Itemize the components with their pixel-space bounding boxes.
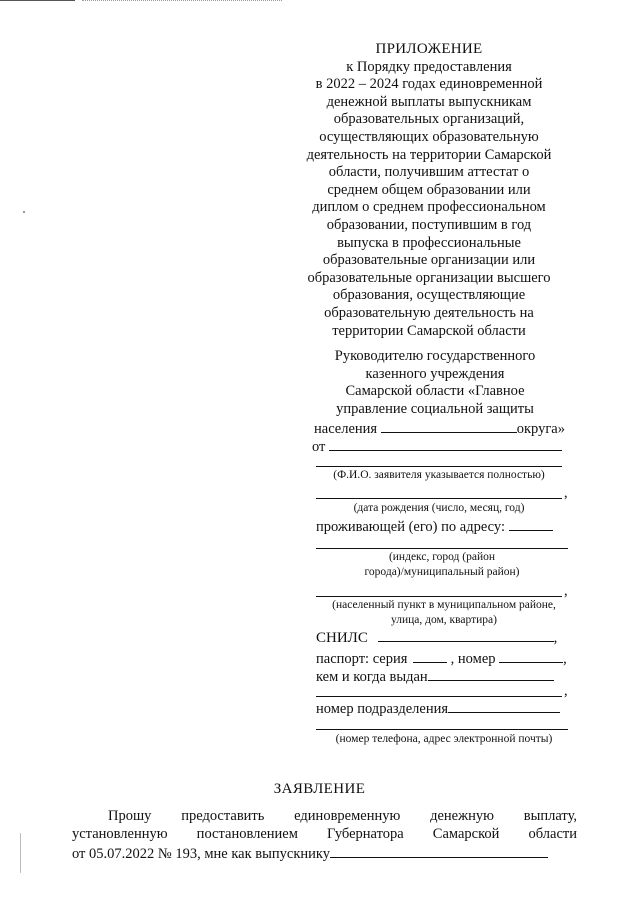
graduate-blank[interactable]: [330, 843, 548, 858]
locality-blank[interactable]: [316, 596, 562, 597]
passport-comma: ,: [563, 651, 567, 667]
issued-label: кем и когда выдан: [316, 669, 428, 685]
birth-comma: ,: [564, 485, 568, 501]
residence-blank[interactable]: [509, 516, 553, 531]
birth-caption: (дата рождения (число, месяц, год): [353, 502, 525, 514]
passport-row: [316, 648, 567, 668]
from-label: от: [312, 439, 326, 455]
scan-artifact-line: [0, 0, 75, 1]
appendix-line: образовательных организаций,: [333, 111, 525, 128]
from-blank[interactable]: [329, 436, 562, 451]
appendix-block: [298, 41, 560, 340]
appendix-title: ПРИЛОЖЕНИЕ: [375, 41, 483, 57]
issued-continuation-blank[interactable]: [316, 696, 562, 697]
scan-artifact-dots: [82, 0, 282, 1]
fio-blank[interactable]: [316, 466, 562, 467]
subdivision-label: номер подразделения: [316, 701, 449, 717]
passport-number-blank[interactable]: [499, 648, 563, 663]
addressee-line: управление социальной защиты: [336, 400, 534, 417]
locality-caption-1: (населенный пункт в муниципальном районе,: [332, 599, 556, 611]
passport-number-label: , номер: [450, 651, 496, 667]
scan-speck: [23, 211, 25, 213]
residence-row: [316, 516, 553, 536]
subdivision-blank[interactable]: [448, 698, 560, 713]
appendix-line: выпуска в профессиональные: [337, 234, 521, 251]
passport-series-blank[interactable]: [413, 648, 447, 663]
appendix-line: среднем общем образовании или: [327, 181, 531, 198]
index-caption-2: города)/муниципальный район): [364, 566, 520, 578]
appendix-line: деятельность на территории Самарской: [306, 146, 552, 163]
addressee-line: Руководителю государственного: [334, 348, 536, 364]
appendix-line: денежной выплаты выпускникам: [326, 93, 532, 110]
birth-date-blank[interactable]: [316, 498, 562, 499]
population-label: населения: [314, 421, 378, 437]
issued-blank[interactable]: [428, 666, 554, 681]
appendix-line: области, получившим аттестат о: [328, 164, 530, 181]
appendix-line: образования, осуществляющие: [332, 287, 526, 304]
passport-series-label: паспорт: серия: [316, 651, 408, 667]
contact-blank[interactable]: [316, 729, 568, 730]
locality-comma: ,: [564, 583, 568, 599]
statement-line-1: Прошу предоставить единовременную денежную выплату,: [108, 808, 577, 824]
issued-comma: ,: [564, 683, 568, 699]
statement-line-2: установленную постановлением Губернатора Самарской области: [72, 826, 577, 842]
contact-caption: (номер телефона, адрес электронной почты): [335, 733, 553, 745]
addressee-line: казенного учреждения: [365, 365, 505, 382]
appendix-line: в 2022 – 2024 годах единовременной: [315, 76, 543, 93]
appendix-line: образовательные организации высшего: [307, 269, 551, 286]
snils-blank[interactable]: [378, 627, 554, 642]
snils-label: СНИЛС: [316, 630, 368, 646]
district-blank[interactable]: [381, 418, 517, 433]
snils-row: [316, 627, 557, 647]
residence-label: проживающей (его) по адресу:: [316, 519, 505, 535]
appendix-line: осуществляющих образовательную: [319, 128, 539, 145]
index-caption-1: (индекс, город (район: [388, 551, 496, 563]
from-row: [312, 436, 562, 456]
addressee-block: [300, 348, 570, 418]
appendix-line: образовании, поступившим в год: [326, 216, 532, 233]
appendix-line: образовательную деятельность на: [324, 304, 534, 321]
statement-line-3: от 05.07.2022 № 193, мне как выпускнику: [72, 846, 330, 862]
issued-row: [316, 666, 554, 686]
addressee-line: Самарской области «Главное: [345, 383, 525, 399]
scan-speck: [20, 833, 21, 873]
statement-title: ЗАЯВЛЕНИЕ: [273, 781, 366, 797]
appendix-line: диплом о среднем профессиональном: [312, 199, 546, 216]
snils-comma: ,: [553, 630, 558, 646]
subdivision-row: [316, 698, 560, 718]
address-index-blank[interactable]: [316, 548, 568, 549]
district-label: округа»: [516, 421, 565, 437]
appendix-line: образовательные организации или: [322, 252, 536, 269]
appendix-line: территории Самарской области: [332, 322, 526, 339]
appendix-line: к Порядку предоставления: [346, 58, 512, 75]
statement-body: [72, 807, 577, 863]
district-row: [314, 418, 565, 438]
statement-line-3-row: [72, 843, 577, 863]
locality-caption-2: улица, дом, квартира): [391, 614, 497, 626]
fio-caption: (Ф.И.О. заявителя указывается полностью): [333, 469, 545, 481]
